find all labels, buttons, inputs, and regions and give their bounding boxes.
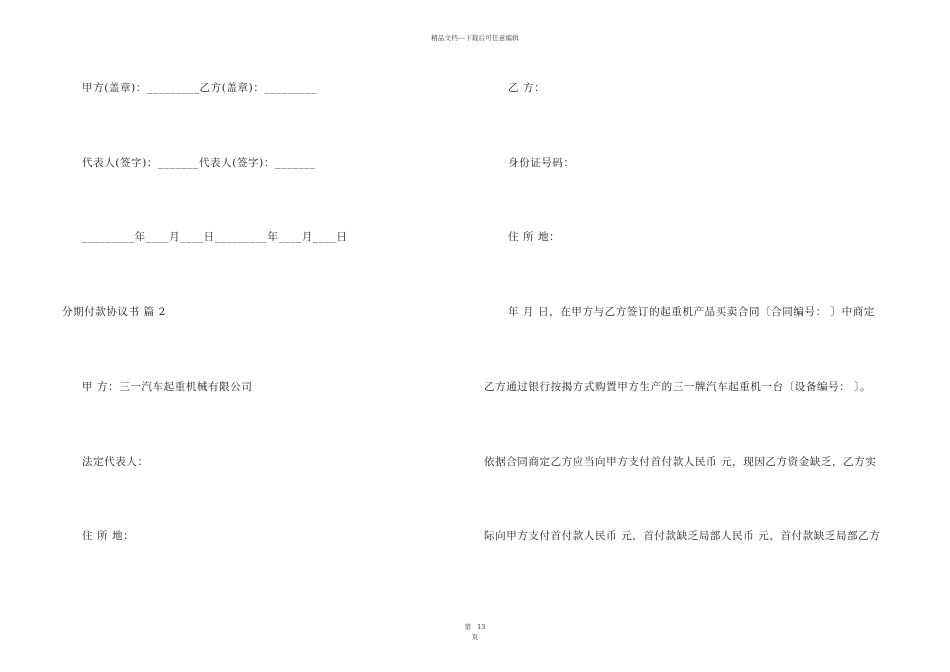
- left-line-address: 住 所 地：: [82, 530, 135, 542]
- page-number: 13: [477, 623, 486, 631]
- left-line-signature-seal: 甲方(盖章)：_________乙方(盖章)：_________: [82, 82, 318, 94]
- right-line-address: 住 所 地：: [508, 231, 561, 243]
- page-label-suffix: 页: [471, 633, 479, 641]
- left-line-date: _________年____月____日_________年____月____日: [82, 231, 348, 243]
- left-line-party-a: 甲 方：三一汽车起重机械有限公司: [82, 381, 253, 393]
- right-line-contract-date: 年 月 日，在甲方与乙方签订的起重机产品买卖合同〔合同编号： 〕中商定: [508, 306, 876, 318]
- left-line-legal-representative: 法定代表人：: [82, 456, 149, 468]
- page-label-prefix: 第: [464, 623, 472, 631]
- page-footer: [0, 622, 950, 642]
- right-line-id-number: 身份证号码：: [508, 157, 575, 169]
- page-header: 精品文档---下载后可任意编辑: [431, 34, 519, 42]
- section-title: 分期付款协议书 篇 2: [62, 306, 166, 318]
- right-line-party-b: 乙 方：: [508, 82, 546, 94]
- right-line-down-payment: 依据合同商定乙方应当向甲方支付首付款人民币 元，现因乙方资金缺乏，乙方实: [484, 456, 877, 468]
- page-number-row: [0, 622, 950, 632]
- right-line-actual-payment: 际向甲方支付首付款人民币 元，首付款缺乏局部人民币 元，首付款缺乏局部乙方: [484, 530, 881, 542]
- right-line-purchase: 乙方通过银行按揭方式购置甲方生产的三一牌汽车起重机一台〔设备编号： 〕。: [484, 381, 872, 393]
- left-line-representative-signature: 代表人(签字)：_______代表人(签字)：_______: [82, 157, 316, 169]
